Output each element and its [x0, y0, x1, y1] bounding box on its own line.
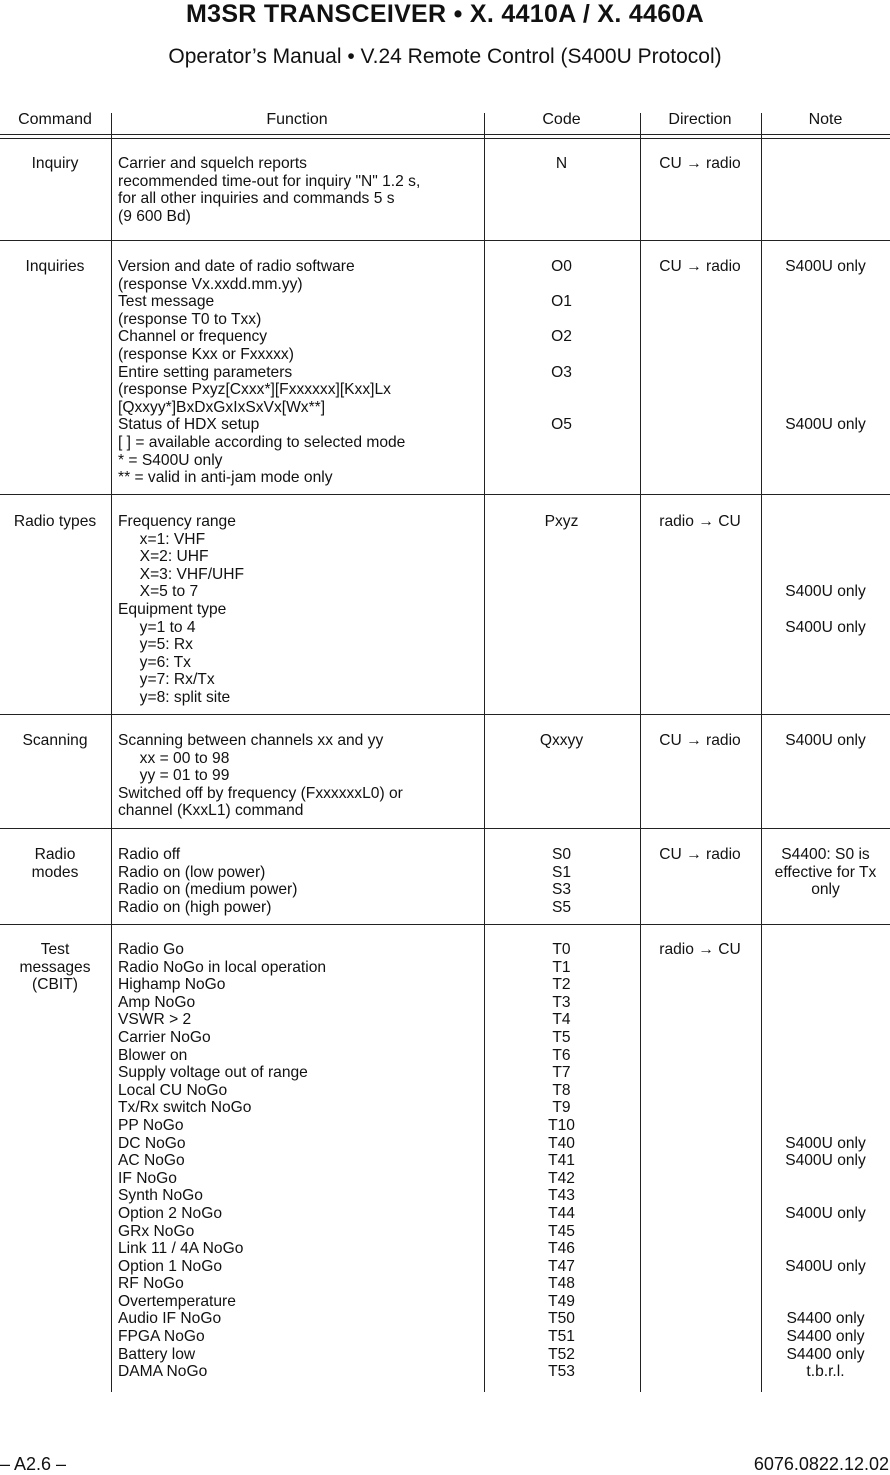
header-rule-bottom — [0, 138, 890, 139]
page-subtitle: Operator’s Manual • V.24 Remote Control (S400U Protocol) — [168, 45, 722, 68]
table-cell-direction: CU → radio — [659, 846, 741, 863]
column-divider — [640, 113, 641, 1392]
table-cell-command: Inquiries — [25, 258, 85, 275]
table-cell-command: Scanning — [22, 732, 88, 749]
table-cell-command: Test messages (CBIT) — [19, 941, 91, 994]
table-cell-note: S4400: S0 is effective for Tx only — [774, 846, 877, 899]
row-divider — [0, 494, 890, 495]
table-cell-direction: radio → CU — [659, 941, 741, 958]
table-cell-command: Radio modes — [31, 846, 79, 881]
table-cell-code: O0 O1 O2 O3 O5 — [551, 258, 572, 434]
column-header-function: Function — [266, 111, 328, 128]
table-cell-command: Inquiry — [31, 155, 79, 172]
page-number: – A2.6 – — [0, 1454, 67, 1474]
column-divider — [111, 113, 112, 1392]
row-divider — [0, 714, 890, 715]
table-cell-code: S0 S1 S3 S5 — [551, 846, 572, 916]
row-divider — [0, 924, 890, 925]
table-cell-code: Qxxyy — [539, 732, 584, 749]
table-cell-code: T0 T1 T2 T3 T4 T5 T6 T7 T8 T9 T10 T40 T41 T42 T43 T44 T45 T46 T47 T48 T49 T50 T51 T52 T53 — [548, 941, 575, 1381]
table-cell-note: S400U only S400U only — [785, 583, 866, 636]
table-cell-function: Radio Go Radio NoGo in local operation Highamp NoGo Amp NoGo VSWR > 2 Carrier NoGo Blower on Supply voltage out of range Local CU NoGo Tx/Rx switch NoGo PP NoGo DC NoGo AC NoGo IF NoGo Synth NoGo Option 2 NoGo GRx NoGo Link 11 / 4A NoGo Option 1 NoGo RF NoGo Overtemperature Audio IF NoGo FPGA NoGo Battery low DAMA NoGo — [118, 941, 327, 1381]
table-cell-code: Pxyz — [544, 513, 579, 530]
column-header-code: Code — [542, 111, 581, 128]
page-title: M3SR TRANSCEIVER • X. 4410A / X. 4460A — [185, 0, 705, 28]
table-cell-note: S400U only — [785, 732, 866, 749]
table-cell-direction: radio → CU — [659, 513, 741, 530]
header-rule-top — [0, 134, 890, 135]
table-cell-command: Radio types — [13, 513, 97, 530]
table-cell-function: Version and date of radio software (response Vx.xxdd.mm.yy) Test message (response T0 to Txx) Channel or frequency (response Kxx or Fxxxxx) Entire setting parameters (response Pxyz[Cxxx*][Fxxxxxx][Kxx]Lx [Qxxyy*]BxDxGxIxSxVx[Wx**] Status of HDX setup [ ] = available according to selected mode * = S400U only ** = valid in anti-jam mode only — [118, 258, 406, 487]
table-cell-code: N — [555, 155, 568, 172]
table-cell-note: S400U only S400U only S400U only S400U only S4400 only S4400 only S4400 only t.b.r.l. — [785, 1134, 866, 1381]
document-number: 6076.0822.12.02 — [753, 1454, 889, 1474]
table-cell-function: Frequency range x=1: VHF X=2: UHF X=3: VHF/UHF X=5 to 7 Equipment type y=1 to 4 y=5: Rx y=6: Tx y=7: Rx/Tx y=8: split site — [118, 513, 245, 706]
row-divider — [0, 828, 890, 829]
table-cell-function: Carrier and squelch reports recommended time-out for inquiry "N" 1.2 s, for all other inquiries and commands 5 s (9 600 Bd) — [118, 155, 421, 225]
table-cell-note: S400U only S400U only — [785, 258, 866, 434]
table-cell-direction: CU → radio — [659, 258, 741, 275]
column-header-note: Note — [808, 111, 843, 128]
row-divider — [0, 240, 890, 241]
table-cell-direction: CU → radio — [659, 732, 741, 749]
table-cell-function: Scanning between channels xx and yy xx = 00 to 98 yy = 01 to 99 Switched off by frequency (FxxxxxxL0) or channel (KxxL1) command — [118, 732, 403, 820]
table-cell-function: Radio off Radio on (low power) Radio on (medium power) Radio on (high power) — [118, 846, 298, 916]
column-header-direction: Direction — [668, 111, 732, 128]
table-cell-direction: CU → radio — [659, 155, 741, 172]
column-header-command: Command — [18, 111, 92, 128]
